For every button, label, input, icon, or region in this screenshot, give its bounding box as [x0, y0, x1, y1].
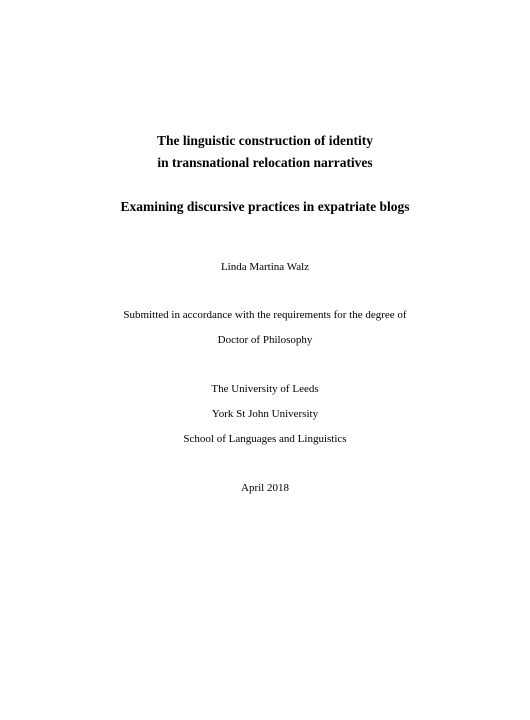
submission-date: April 2018	[241, 482, 289, 494]
university-name: The University of Leeds	[211, 383, 319, 395]
thesis-subtitle: Examining discursive practices in expatriate blogs	[120, 199, 410, 214]
school-name: School of Languages and Linguistics	[183, 433, 347, 445]
submission-statement: Submitted in accordance with the requirements for the degree of	[123, 309, 407, 321]
author-name: Linda Martina Walz	[220, 261, 310, 273]
thesis-title-line-2: in transnational relocation narratives	[157, 155, 373, 170]
degree-name: Doctor of Philosophy	[217, 334, 313, 346]
partner-university-name: York St John University	[211, 408, 319, 420]
thesis-title-line-1: The linguistic construction of identity	[156, 133, 373, 148]
